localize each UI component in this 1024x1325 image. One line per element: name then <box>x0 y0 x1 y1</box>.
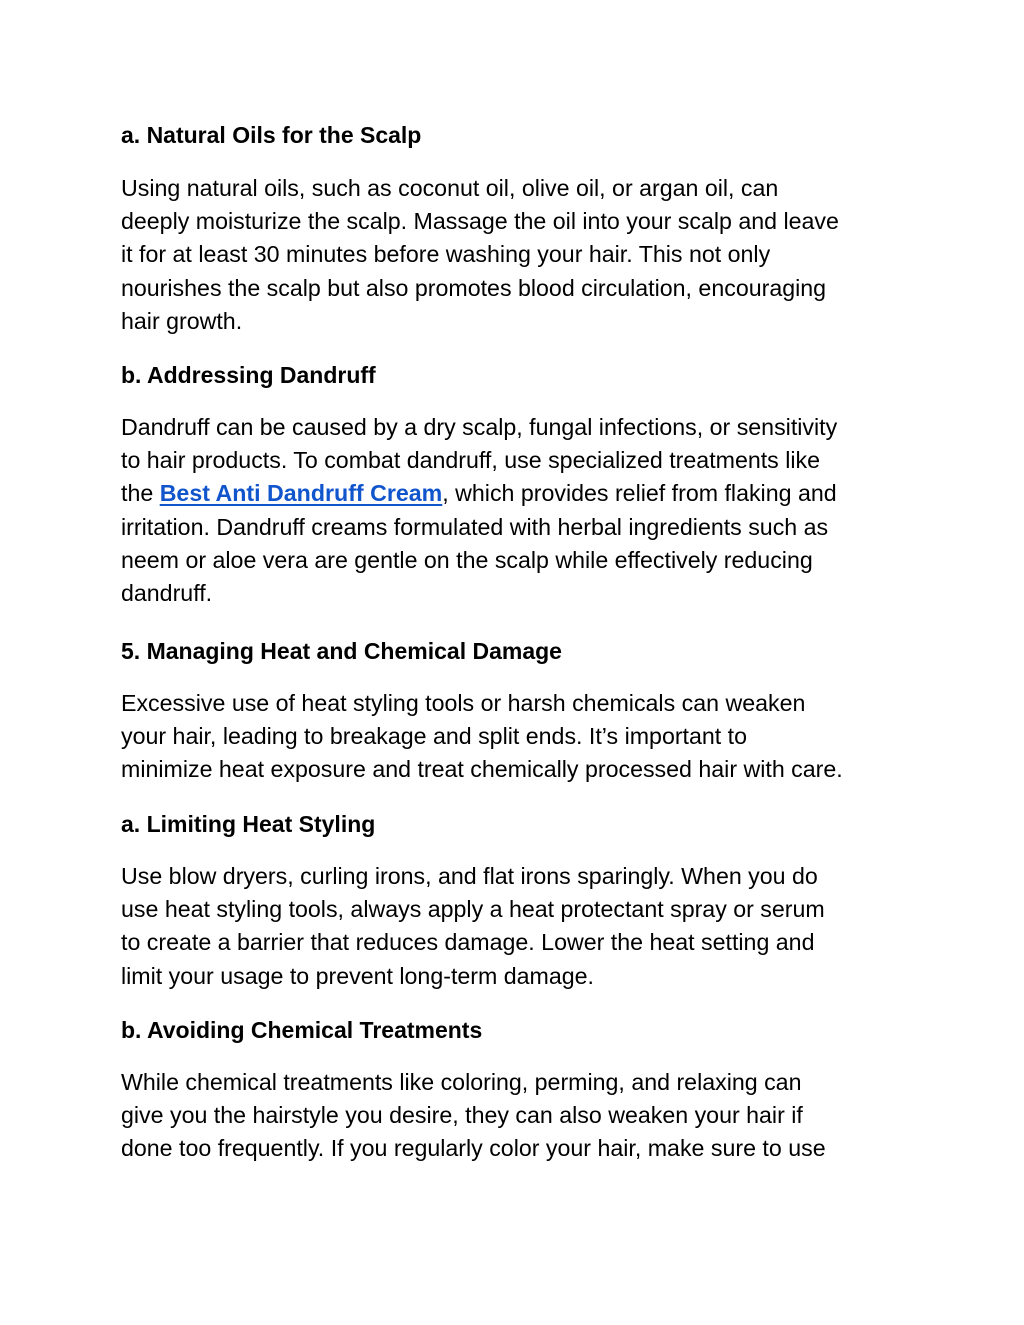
text-line: to create a barrier that reduces damage. Lower the heat setting and <box>121 929 815 956</box>
heading-managing-heat: 5. Managing Heat and Chemical Damage <box>121 638 562 664</box>
paragraph-managing-heat <box>121 687 921 787</box>
text-line: use heat styling tools, always apply a heat protectant spray or serum <box>121 896 825 923</box>
text-line: to hair products. To combat dandruff, use specialized treatments like <box>121 447 821 474</box>
text-line-with-link <box>121 477 921 510</box>
text-line: neem or aloe vera are gentle on the scalp while effectively reducing <box>121 546 813 573</box>
text-line: limit your usage to prevent long-term damage. <box>121 962 595 989</box>
text-line: nourishes the scalp but also promotes blood circulation, encouraging <box>121 274 827 301</box>
text-line: Using natural oils, such as coconut oil, olive oil, or argan oil, can <box>121 175 779 201</box>
text-line: Excessive use of heat styling tools or harsh chemicals can weaken <box>121 690 806 716</box>
text-line: irritation. Dandruff creams formulated with herbal ingredients such as <box>121 513 829 540</box>
paragraph-limiting-heat-styling <box>121 860 921 993</box>
text-line: While chemical treatments like coloring, perming, and relaxing can <box>121 1069 802 1095</box>
text-line: dandruff. <box>121 580 213 607</box>
text-line: give you the hairstyle you desire, they can also weaken your hair if <box>121 1102 803 1129</box>
text-fragment: the <box>121 480 160 507</box>
paragraph-natural-oils <box>121 172 921 338</box>
heading-limiting-heat-styling: a. Limiting Heat Styling <box>121 811 376 837</box>
best-anti-dandruff-cream-link[interactable]: Best Anti Dandruff Cream <box>159 480 443 507</box>
text-line: your hair, leading to breakage and split ends. It’s important to <box>121 723 748 750</box>
heading-addressing-dandruff: b. Addressing Dandruff <box>121 362 376 388</box>
paragraph-avoiding-chemical-treatments <box>121 1066 921 1166</box>
text-line: Dandruff can be caused by a dry scalp, fungal infections, or sensitivity <box>121 414 838 440</box>
heading-natural-oils: a. Natural Oils for the Scalp <box>121 122 422 148</box>
text-line: deeply moisturize the scalp. Massage the oil into your scalp and leave <box>121 208 839 235</box>
text-line: hair growth. <box>121 307 243 334</box>
paragraph-addressing-dandruff <box>121 411 921 610</box>
text-line: it for at least 30 minutes before washing your hair. This not only <box>121 241 771 268</box>
text-line: done too frequently. If you regularly color your hair, make sure to use <box>121 1135 826 1162</box>
text-line: Use blow dryers, curling irons, and flat irons sparingly. When you do <box>121 863 818 889</box>
text-line: minimize heat exposure and treat chemically processed hair with care. <box>121 756 843 783</box>
text-fragment: , which provides relief from flaking and <box>442 480 837 507</box>
heading-avoiding-chemical-treatments: b. Avoiding Chemical Treatments <box>121 1017 483 1043</box>
